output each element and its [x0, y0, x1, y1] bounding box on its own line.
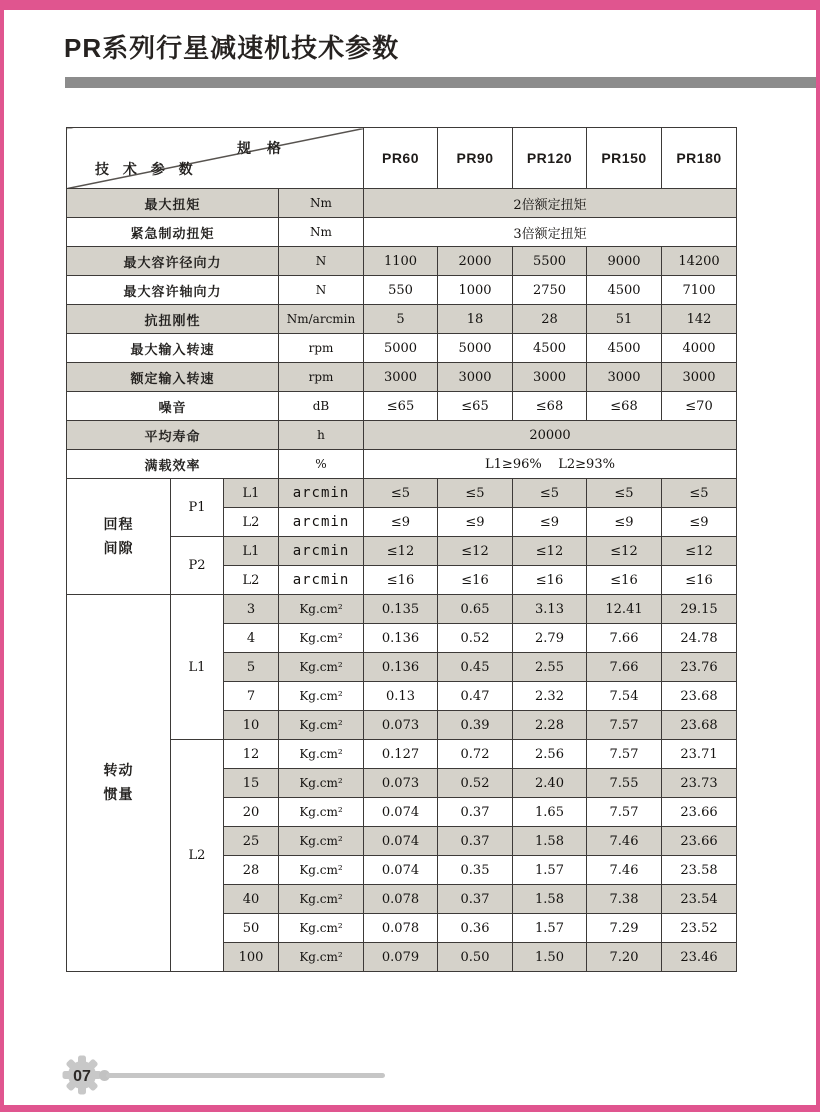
row-value: 2000 — [438, 247, 513, 276]
row-value: ≤65 — [364, 392, 438, 421]
header-corner-cell — [67, 128, 364, 189]
row-unit: Kg.cm² — [279, 653, 364, 682]
row-label: 最大输入转速 — [67, 334, 279, 363]
row-value: 18 — [438, 305, 513, 334]
row-unit: Kg.cm² — [279, 711, 364, 740]
row-value: 7.38 — [587, 885, 662, 914]
row-value: 7100 — [662, 276, 737, 305]
ratio-label: 3 — [224, 595, 279, 624]
row-unit: Kg.cm² — [279, 740, 364, 769]
row-value: 0.073 — [364, 711, 438, 740]
row-value: 23.58 — [662, 856, 737, 885]
row-value: 7.29 — [587, 914, 662, 943]
table-row — [67, 363, 737, 392]
row-unit: arcmin — [279, 479, 364, 508]
row-unit: rpm — [279, 363, 364, 392]
row-unit: Kg.cm² — [279, 769, 364, 798]
row-value: ≤65 — [438, 392, 513, 421]
row-value: 3000 — [513, 363, 587, 392]
table-row — [67, 276, 737, 305]
column-header-pr90: PR90 — [438, 128, 513, 189]
row-unit: arcmin — [279, 566, 364, 595]
row-label: 最大扭矩 — [67, 189, 279, 218]
level-label: L2 — [224, 508, 279, 537]
row-label: 满载效率 — [67, 450, 279, 479]
row-value: 0.135 — [364, 595, 438, 624]
column-header-pr120: PR120 — [513, 128, 587, 189]
row-unit: % — [279, 450, 364, 479]
row-value: ≤9 — [513, 508, 587, 537]
ratio-label: 50 — [224, 914, 279, 943]
row-value: 1000 — [438, 276, 513, 305]
row-unit: Kg.cm² — [279, 827, 364, 856]
row-value: 0.37 — [438, 885, 513, 914]
row-value: 0.078 — [364, 885, 438, 914]
row-value: 4500 — [513, 334, 587, 363]
table-row — [67, 218, 737, 247]
row-value: 3000 — [587, 363, 662, 392]
row-unit: Kg.cm² — [279, 682, 364, 711]
column-header-pr60: PR60 — [364, 128, 438, 189]
table-row — [67, 392, 737, 421]
row-value: 2750 — [513, 276, 587, 305]
row-value: 5500 — [513, 247, 587, 276]
row-label: 抗扭刚性 — [67, 305, 279, 334]
row-unit: Nm — [279, 218, 364, 247]
row-value: 1.58 — [513, 827, 587, 856]
ratio-label: 100 — [224, 943, 279, 972]
row-value: ≤5 — [587, 479, 662, 508]
row-value: ≤5 — [513, 479, 587, 508]
row-unit: arcmin — [279, 508, 364, 537]
row-label: 紧急制动扭矩 — [67, 218, 279, 247]
row-value: ≤9 — [438, 508, 513, 537]
row-value: 0.72 — [438, 740, 513, 769]
row-value: ≤16 — [438, 566, 513, 595]
row-value: ≤5 — [438, 479, 513, 508]
row-unit: h — [279, 421, 364, 450]
row-value: 3.13 — [513, 595, 587, 624]
row-value: 2.28 — [513, 711, 587, 740]
row-value: 0.36 — [438, 914, 513, 943]
row-unit: Kg.cm² — [279, 856, 364, 885]
row-value: 7.46 — [587, 827, 662, 856]
table-header-row — [67, 128, 737, 189]
ratio-label: 25 — [224, 827, 279, 856]
table-row — [67, 247, 737, 276]
row-value: 0.074 — [364, 827, 438, 856]
ratio-label: 10 — [224, 711, 279, 740]
row-value: 5 — [364, 305, 438, 334]
row-merged-value: 2倍额定扭矩 — [364, 189, 737, 218]
row-value: 7.57 — [587, 798, 662, 827]
row-value: 23.66 — [662, 827, 737, 856]
row-value: 7.57 — [587, 711, 662, 740]
row-value: 23.68 — [662, 711, 737, 740]
row-value: ≤5 — [364, 479, 438, 508]
row-value: 0.136 — [364, 624, 438, 653]
row-value: 550 — [364, 276, 438, 305]
row-label: 最大容许轴向力 — [67, 276, 279, 305]
row-unit: Kg.cm² — [279, 943, 364, 972]
row-unit: dB — [279, 392, 364, 421]
row-value: 0.50 — [438, 943, 513, 972]
gear-icon — [61, 1054, 103, 1096]
row-label: 最大容许径向力 — [67, 247, 279, 276]
row-value: 7.54 — [587, 682, 662, 711]
row-value: 2.32 — [513, 682, 587, 711]
row-value: 0.078 — [364, 914, 438, 943]
level-group-label: L2 — [171, 740, 224, 972]
row-label: 额定输入转速 — [67, 363, 279, 392]
table-row — [67, 189, 737, 218]
row-value: 0.127 — [364, 740, 438, 769]
level-label: L2 — [224, 566, 279, 595]
row-label: 噪音 — [67, 392, 279, 421]
row-value: ≤68 — [587, 392, 662, 421]
row-value: 12.41 — [587, 595, 662, 624]
spec-table-container — [66, 127, 737, 972]
row-value: 1.65 — [513, 798, 587, 827]
row-value: ≤16 — [513, 566, 587, 595]
row-value: 0.073 — [364, 769, 438, 798]
row-value: 1.50 — [513, 943, 587, 972]
table-row — [67, 479, 737, 508]
row-value: ≤9 — [662, 508, 737, 537]
footer-rule-line — [106, 1073, 385, 1078]
page-title: PR系列行星减速机技术参数 — [64, 33, 400, 63]
row-value: 2.56 — [513, 740, 587, 769]
row-unit: Nm/arcmin — [279, 305, 364, 334]
row-unit: Kg.cm² — [279, 595, 364, 624]
row-unit: Kg.cm² — [279, 885, 364, 914]
row-value: 5000 — [438, 334, 513, 363]
row-value: 0.136 — [364, 653, 438, 682]
row-unit: Nm — [279, 189, 364, 218]
row-value: 3000 — [364, 363, 438, 392]
row-value: 28 — [513, 305, 587, 334]
row-value: 14200 — [662, 247, 737, 276]
row-unit: N — [279, 247, 364, 276]
row-value: 0.47 — [438, 682, 513, 711]
row-value: 0.45 — [438, 653, 513, 682]
row-value: 4500 — [587, 276, 662, 305]
row-value: 7.66 — [587, 653, 662, 682]
row-value: ≤12 — [364, 537, 438, 566]
row-value: 9000 — [587, 247, 662, 276]
level-group-label: L1 — [171, 595, 224, 740]
row-value: 5000 — [364, 334, 438, 363]
column-header-pr150: PR150 — [587, 128, 662, 189]
row-value: ≤16 — [662, 566, 737, 595]
page-footer — [0, 1050, 820, 1100]
row-unit: N — [279, 276, 364, 305]
ratio-label: 28 — [224, 856, 279, 885]
spec-table-body — [67, 189, 737, 972]
section-label-backlash: 回程 间隙 — [67, 479, 171, 595]
row-value: 0.074 — [364, 798, 438, 827]
row-value: 3000 — [438, 363, 513, 392]
row-value: ≤9 — [587, 508, 662, 537]
level-label: L1 — [224, 537, 279, 566]
table-row — [67, 421, 737, 450]
row-unit: arcmin — [279, 537, 364, 566]
header-spec-label: 规 格 — [237, 140, 287, 156]
ratio-label: 15 — [224, 769, 279, 798]
row-merged-value: L1≥96% L2≥93% — [364, 450, 737, 479]
row-value: 0.37 — [438, 827, 513, 856]
row-value: 0.39 — [438, 711, 513, 740]
row-value: 23.52 — [662, 914, 737, 943]
ratio-label: 20 — [224, 798, 279, 827]
row-value: 4500 — [587, 334, 662, 363]
row-value: 2.40 — [513, 769, 587, 798]
grade-label: P2 — [171, 537, 224, 595]
column-header-pr180: PR180 — [662, 128, 737, 189]
row-value: 2.55 — [513, 653, 587, 682]
spec-table — [66, 127, 737, 972]
ratio-label: 5 — [224, 653, 279, 682]
row-value: 23.68 — [662, 682, 737, 711]
row-value: ≤68 — [513, 392, 587, 421]
row-value: 0.37 — [438, 798, 513, 827]
row-value: 23.76 — [662, 653, 737, 682]
table-row — [67, 450, 737, 479]
ratio-label: 40 — [224, 885, 279, 914]
row-value: 1100 — [364, 247, 438, 276]
row-value: 142 — [662, 305, 737, 334]
row-value: ≤5 — [662, 479, 737, 508]
row-value: 23.54 — [662, 885, 737, 914]
row-value: 0.074 — [364, 856, 438, 885]
row-value: ≤12 — [662, 537, 737, 566]
title-underline-bar — [65, 77, 816, 88]
row-value: 0.13 — [364, 682, 438, 711]
row-value: ≤70 — [662, 392, 737, 421]
row-merged-value: 20000 — [364, 421, 737, 450]
row-value: 24.78 — [662, 624, 737, 653]
ratio-label: 12 — [224, 740, 279, 769]
row-value: ≤12 — [513, 537, 587, 566]
grade-label: P1 — [171, 479, 224, 537]
table-row — [67, 305, 737, 334]
row-value: 51 — [587, 305, 662, 334]
row-value: ≤12 — [438, 537, 513, 566]
row-value: 0.35 — [438, 856, 513, 885]
ratio-label: 7 — [224, 682, 279, 711]
page-number: 07 — [73, 1068, 91, 1085]
row-value: 3000 — [662, 363, 737, 392]
row-value: 23.71 — [662, 740, 737, 769]
row-value: 23.73 — [662, 769, 737, 798]
row-value: 4000 — [662, 334, 737, 363]
row-value: 1.58 — [513, 885, 587, 914]
table-row — [67, 334, 737, 363]
row-value: 23.66 — [662, 798, 737, 827]
row-unit: rpm — [279, 334, 364, 363]
section-label-inertia: 转动 惯量 — [67, 595, 171, 972]
table-row — [67, 595, 737, 624]
row-value: 0.52 — [438, 769, 513, 798]
row-value: 1.57 — [513, 856, 587, 885]
row-value: 2.79 — [513, 624, 587, 653]
row-value: ≤9 — [364, 508, 438, 537]
ratio-label: 4 — [224, 624, 279, 653]
row-value: 7.55 — [587, 769, 662, 798]
row-value: 0.52 — [438, 624, 513, 653]
row-value: 7.66 — [587, 624, 662, 653]
row-label: 平均寿命 — [67, 421, 279, 450]
row-unit: Kg.cm² — [279, 914, 364, 943]
row-value: ≤12 — [587, 537, 662, 566]
level-label: L1 — [224, 479, 279, 508]
row-unit: Kg.cm² — [279, 624, 364, 653]
header-params-label: 技 术 参 数 — [95, 161, 198, 177]
row-value: 23.46 — [662, 943, 737, 972]
row-value: 0.079 — [364, 943, 438, 972]
row-value: 7.57 — [587, 740, 662, 769]
row-value: ≤16 — [364, 566, 438, 595]
row-value: 7.46 — [587, 856, 662, 885]
row-value: 7.20 — [587, 943, 662, 972]
row-value: ≤16 — [587, 566, 662, 595]
row-value: 1.57 — [513, 914, 587, 943]
row-value: 0.65 — [438, 595, 513, 624]
row-value: 29.15 — [662, 595, 737, 624]
row-merged-value: 3倍额定扭矩 — [364, 218, 737, 247]
row-unit: Kg.cm² — [279, 798, 364, 827]
